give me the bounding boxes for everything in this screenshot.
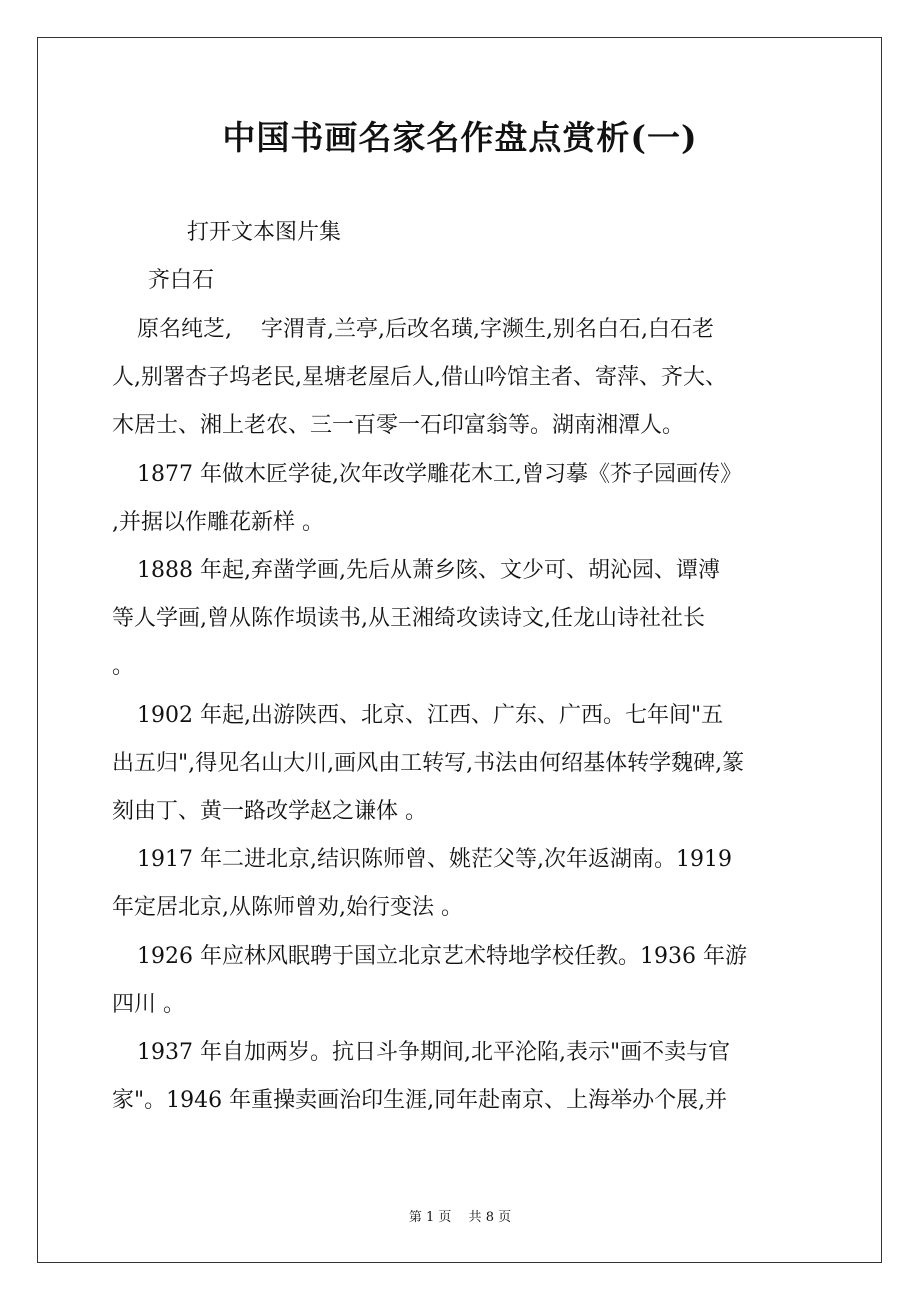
body-line: 原名纯芝, 字渭青,兰亭,后改名璜,字濒生,别名白石,白石老 <box>137 317 714 342</box>
body-line: 1902 年起,出游陕西、北京、江西、广东、广西。七年间"五 <box>137 703 724 728</box>
page-border <box>37 37 882 1263</box>
open-gallery-text: 打开文本图片集 <box>187 220 342 245</box>
body-line: 刻由丁、黄一路改学赵之谦体 。 <box>112 799 427 824</box>
body-line: 木居士、湘上老农、三一百零一石印富翁等。湖南湘潭人。 <box>112 413 685 438</box>
artist-name: 齐白石 <box>148 268 215 293</box>
body-line: 人,别署杏子坞老民,星塘老屋后人,借山吟馆主者、寄萍、齐大、 <box>112 365 727 390</box>
body-line: 1926 年应林风眠聘于国立北京艺术特地学校任教。1936 年游 <box>137 944 747 969</box>
body-line: 1937 年自加两岁。抗日斗争期间,北平沦陷,表示"画不卖与官 <box>137 1040 731 1065</box>
page-number: 第 1 页 共 8 页 <box>408 1210 512 1225</box>
body-line: ,并据以作雕花新样 。 <box>112 510 324 535</box>
document-title: 中国书画名家名作盘点赏析(一) <box>222 118 698 157</box>
body-line: 等人学画,曾从陈作埙读书,从王湘绮攻读诗文,任龙山诗社社长 <box>112 606 705 631</box>
body-line: 年定居北京,从陈师曾劝,始行变法 。 <box>112 895 463 920</box>
body-line: 1917 年二进北京,结识陈师曾、姚茫父等,次年返湖南。1919 <box>137 847 732 872</box>
body-line: 。 <box>112 654 135 679</box>
body-line: 四川 。 <box>112 992 185 1017</box>
body-line: 1888 年起,弃凿学画,先后从萧乡陔、文少可、胡沁园、谭溥 <box>137 558 720 583</box>
body-line: 1877 年做木匠学徒,次年改学雕花木工,曾习摹《芥子园画传》 <box>137 462 742 487</box>
body-line: 出五归",得见名山大川,画风由工转写,书法由何绍基体转学魏碑,篆 <box>112 751 745 776</box>
body-line: 家"。1946 年重操卖画治印生涯,同年赴南京、上海举办个展,并 <box>112 1088 728 1113</box>
